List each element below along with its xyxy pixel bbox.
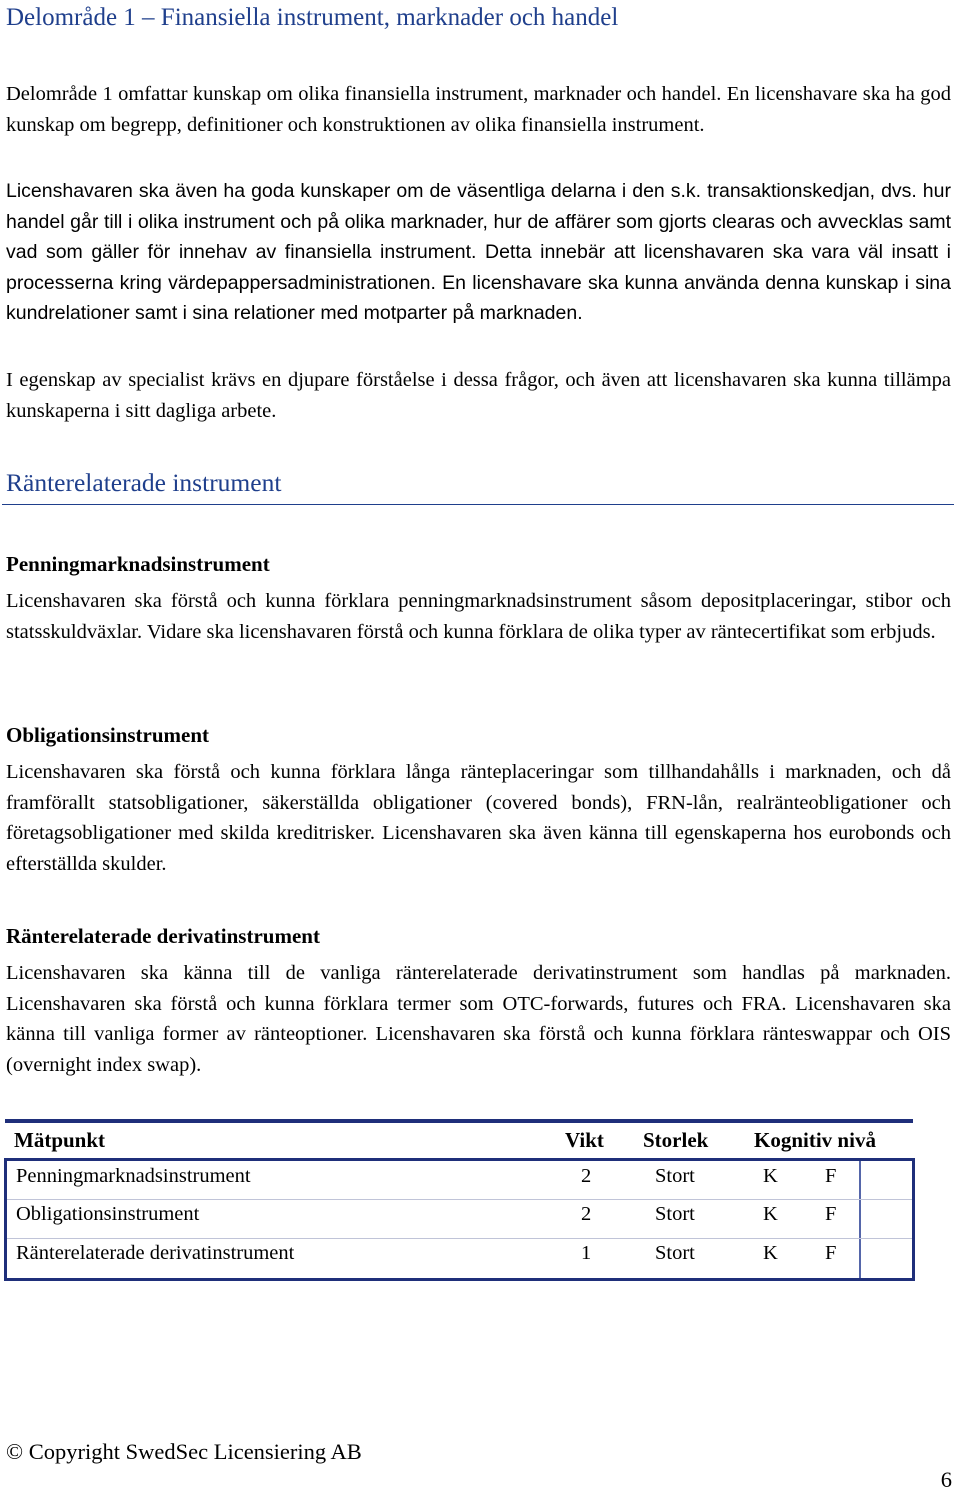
cell-kognitiv-f: F (825, 1165, 837, 1187)
table-top-border (5, 1119, 913, 1123)
subsection-title-obligation: Obligationsinstrument (6, 723, 210, 747)
subsection-text-derivat: Licenshavaren ska känna till de vanliga ränterelaterade derivatinstrument som handlas på marknaden. Licenshavaren ska förstå och kunna förklara termer som OTC-forwards, futures och FRA. Licenshavaren ska känna till vanliga former av ränteoptioner. Licenshavaren ska förstå och kunna förklara ränteswappar och OIS (overnight index swap). (6, 962, 951, 1076)
cell-kognitiv-f: F (825, 1203, 837, 1225)
cell-vikt: 2 (581, 1165, 592, 1187)
subsection-title-penningmarknad: Penningmarknadsinstrument (6, 552, 270, 576)
cell-kognitiv-k: K (763, 1203, 778, 1225)
cell-matpunkt: Ränterelaterade derivatinstrument (16, 1242, 295, 1264)
cell-storlek: Stort (655, 1242, 695, 1264)
subsection-title-derivat: Ränterelaterade derivatinstrument (6, 924, 320, 948)
table-row (7, 1238, 912, 1276)
cell-kognitiv-f: F (825, 1242, 837, 1264)
cell-matpunkt: Penningmarknadsinstrument (16, 1165, 251, 1187)
intro-paragraph-1: Delområde 1 omfattar kunskap om olika finansiella instrument, marknader och handel. En licenshavare ska ha god kunskap om begrepp, definitioner och konstruktionen av olika finansiella instrument. (6, 83, 951, 136)
table-row (7, 1199, 912, 1237)
copyright-footer: © Copyright SwedSec Licensiering AB (6, 1439, 362, 1464)
heading-underline (2, 504, 954, 505)
cell-vikt: 1 (581, 1242, 592, 1264)
measurement-table (4, 1158, 915, 1281)
subsection-text-obligation: Licenshavaren ska förstå och kunna förklara långa ränteplaceringar som tillhandahålls i marknaden, och då framförallt statsobligationer, säkerställda obligationer (covered bonds), FRN-lån, realränteobligationer och företagsobligationer med skilda kreditrisker. Licenshavaren ska även känna till egenskaperna hos eurobonds och efterställda skulder. (6, 761, 951, 875)
section-heading: Ränterelaterade instrument (6, 468, 282, 497)
subsection-text-penningmarknad: Licenshavaren ska förstå och kunna förklara penningmarknadsinstrument såsom depositplaceringar, stibor och statsskuldväxlar. Vidare ska licenshavaren förstå och kunna förklara de olika typer av räntecertifikat som erbjuds. (6, 590, 951, 643)
table-header (5, 1124, 913, 1156)
intro-paragraph-2: Licenshavaren ska även ha goda kunskaper om de väsentliga delarna i den s.k. transaktionskedjan, dvs. hur handel går till i olika instrument och på olika marknader, hur de affärer som gjorts clearas och avvecklas samt vad som gäller för innehav av finansiella instrument. Detta innebär att licenshavaren ska vara väl insatt i processerna kring värdepappersadministrationen. En licenshavare ska kunna använda denna kunskap i sina kundrelationer samt i sina relationer med motparter på marknaden. (6, 180, 951, 324)
header-vikt: Vikt (565, 1128, 604, 1152)
header-matpunkt: Mätpunkt (14, 1128, 106, 1152)
header-kognitiv-niva: Kognitiv nivå (754, 1128, 876, 1152)
page-title: Delområde 1 – Finansiella instrument, marknader och handel (6, 4, 619, 31)
cell-vikt: 2 (581, 1203, 592, 1225)
cell-storlek: Stort (655, 1165, 695, 1187)
intro-paragraph-3: I egenskap av specialist krävs en djupare förståelse i dessa frågor, och även att licenshavaren ska kunna tillämpa kunskaperna i sitt dagliga arbete. (6, 369, 951, 422)
cell-storlek: Stort (655, 1203, 695, 1225)
header-storlek: Storlek (643, 1128, 709, 1152)
cell-kognitiv-k: K (763, 1165, 778, 1187)
cell-matpunkt: Obligationsinstrument (16, 1203, 200, 1225)
cell-kognitiv-k: K (763, 1242, 778, 1264)
page-number: 6 (940, 1467, 952, 1492)
table-row (7, 1161, 912, 1199)
